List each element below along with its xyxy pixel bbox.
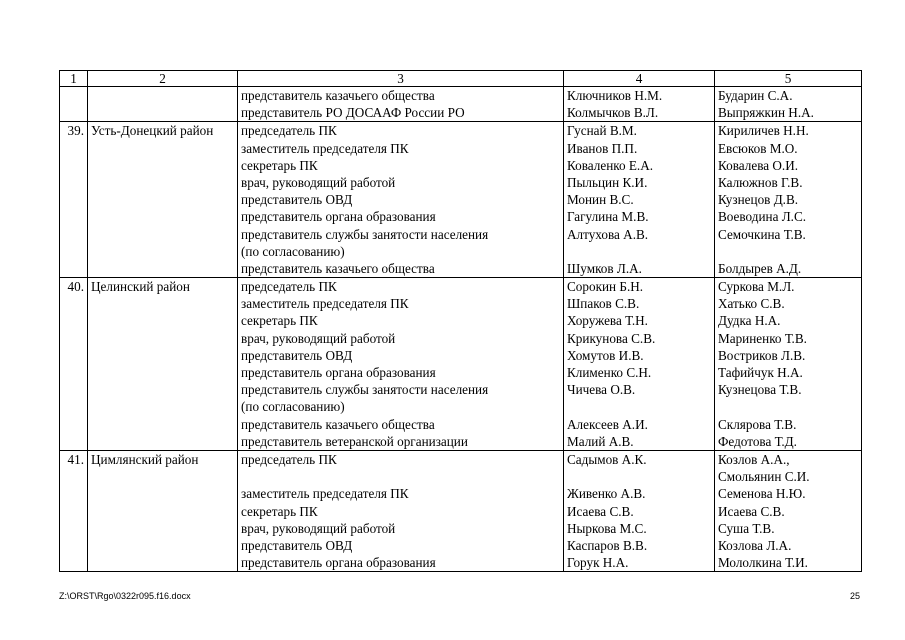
role-line: врач, руководящий работой — [241, 330, 396, 346]
member-line: Гуснай В.М. — [567, 123, 637, 139]
role-column-cell — [238, 87, 564, 122]
role-column-cell — [238, 278, 564, 451]
member-line: Иванов П.П. — [567, 140, 638, 156]
reserve-column-cell — [715, 122, 862, 278]
member-line: Алексеев А.И. — [567, 416, 648, 432]
reserve-line: Выпряжкин Н.А. — [718, 105, 814, 121]
member-line: Крикунова С.В. — [567, 330, 656, 346]
header-cell-2: 2 — [88, 71, 238, 87]
reserve-column-cell — [715, 450, 862, 571]
row-number: 40. — [60, 278, 88, 451]
role-line: представитель ОВД — [241, 537, 353, 553]
role-line: представитель казачьего общества — [241, 88, 435, 103]
role-line: председатель ПК — [241, 279, 337, 295]
member-line: Коваленко Е.А. — [567, 157, 654, 173]
district-name: Целинский район — [88, 278, 238, 451]
member-line: Горук Н.А. — [567, 555, 629, 571]
member-line — [567, 243, 711, 260]
member-column-cell — [564, 122, 715, 278]
reserve-line: Хатько С.В. — [718, 296, 785, 312]
header-cell-1: 1 — [60, 71, 88, 87]
member-line: Малий А.В. — [567, 433, 634, 449]
reserve-line: Евсюков М.О. — [718, 140, 798, 156]
role-line: председатель ПК — [241, 123, 337, 139]
reserve-column-cell — [715, 278, 862, 451]
commission-table — [59, 70, 862, 572]
member-line: Гагулина М.В. — [567, 209, 649, 225]
member-line: Монин В.С. — [567, 192, 634, 208]
reserve-line: Калюжнов Г.В. — [718, 174, 803, 190]
row-number: 41. — [60, 450, 88, 571]
member-column-cell — [564, 278, 715, 451]
reserve-line: Воеводина Л.С. — [718, 209, 807, 225]
reserve-line: Кузнецова Т.В. — [718, 382, 802, 398]
member-line: Колмычков В.Л. — [567, 105, 659, 121]
header-cell-4: 4 — [564, 71, 715, 87]
reserve-line — [718, 398, 858, 415]
reserve-line: Суркова М.Л. — [718, 279, 795, 295]
role-line: представитель казачьего общества — [241, 416, 435, 432]
role-line: представитель ОВД — [241, 192, 353, 208]
member-line: Ныркова М.С. — [567, 520, 647, 536]
role-line: заместитель председателя ПК — [241, 296, 409, 312]
row-number — [60, 87, 88, 122]
role-line: представитель ОВД — [241, 347, 353, 363]
table-row — [60, 278, 862, 451]
reserve-line: Кузнецов Д.В. — [718, 192, 799, 208]
member-line — [567, 468, 711, 485]
role-line: (по согласованию) — [241, 399, 345, 415]
member-line: Сорокин Б.Н. — [567, 279, 644, 295]
member-line: Шумков Л.А. — [567, 260, 642, 276]
table-row — [60, 122, 862, 278]
reserve-line — [718, 243, 858, 260]
role-line — [241, 468, 560, 485]
member-line: Пыльцин К.И. — [567, 174, 648, 190]
reserve-line: Мололкина Т.И. — [718, 555, 808, 571]
role-line: председатель ПК — [241, 451, 337, 467]
member-line: Клименко С.Н. — [567, 365, 652, 380]
role-line: заместитель председателя ПК — [241, 486, 409, 502]
role-line: секретарь ПК — [241, 313, 318, 329]
reserve-line: Козлова Л.А. — [718, 537, 792, 553]
header-cell-3: 3 — [238, 71, 564, 87]
district-name — [88, 87, 238, 122]
role-line: секретарь ПК — [241, 503, 318, 519]
reserve-line: Семочкина Т.В. — [718, 226, 806, 242]
member-line: Каспаров В.В. — [567, 537, 648, 553]
row-number: 39. — [60, 122, 88, 278]
reserve-line: Болдырев А.Д. — [718, 260, 802, 276]
member-column-cell — [564, 87, 715, 122]
reserve-line: Суша Т.В. — [718, 520, 775, 536]
role-line: (по согласованию) — [241, 243, 345, 259]
header-row — [60, 71, 862, 87]
footer-file-path: Z:\ORST\Rgo\0322r095.f16.docx — [59, 591, 191, 601]
role-line: врач, руководящий работой — [241, 174, 396, 190]
member-column-cell — [564, 450, 715, 571]
table-row — [60, 450, 862, 571]
member-line: Чичева О.В. — [567, 382, 636, 398]
reserve-line: Федотова Т.Д. — [718, 433, 797, 449]
member-line: Ключников Н.М. — [567, 88, 663, 103]
role-line: представитель казачьего общества — [241, 260, 435, 276]
reserve-line: Семенова Н.Ю. — [718, 486, 806, 502]
role-line: врач, руководящий работой — [241, 520, 396, 536]
member-line: Хомутов И.В. — [567, 347, 644, 363]
reserve-line: Смольянин С.И. — [718, 469, 810, 485]
reserve-line: Козлов А.А., — [718, 451, 790, 467]
role-line: представитель службы занятости населения — [241, 382, 489, 398]
district-name: Усть-Донецкий район — [88, 122, 238, 278]
reserve-line: Тафийчук Н.А. — [718, 365, 803, 380]
member-line: Садымов А.К. — [567, 451, 647, 467]
reserve-line: Дудка Н.А. — [718, 313, 781, 329]
reserve-column-cell — [715, 87, 862, 122]
footer-page-number: 25 — [849, 591, 860, 601]
role-line: представитель органа образования — [241, 209, 436, 225]
reserve-line: Кириличев Н.Н. — [718, 123, 809, 139]
reserve-line: Исаева С.В. — [718, 503, 785, 519]
role-column-cell — [238, 122, 564, 278]
header-cell-5: 5 — [715, 71, 862, 87]
role-line: представитель ветеранской организации — [241, 433, 468, 449]
reserve-line: Бударин С.А. — [718, 88, 793, 103]
reserve-line: Мариненко Т.В. — [718, 330, 807, 346]
member-line: Живенко А.В. — [567, 486, 646, 502]
member-line — [567, 398, 711, 415]
role-line: секретарь ПК — [241, 157, 318, 173]
role-line: представитель службы занятости населения — [241, 226, 489, 242]
district-name: Цимлянский район — [88, 450, 238, 571]
member-line: Исаева С.В. — [567, 503, 634, 519]
role-line: представитель органа образования — [241, 365, 436, 380]
reserve-line: Склярова Т.В. — [718, 416, 797, 432]
reserve-line: Ковалева О.И. — [718, 157, 799, 173]
role-column-cell — [238, 450, 564, 571]
role-line: представитель РО ДОСААФ России РО — [241, 105, 465, 121]
table-row — [60, 87, 862, 122]
member-line: Алтухова А.В. — [567, 226, 649, 242]
role-line: представитель органа образования — [241, 555, 436, 571]
member-line: Хоружева Т.Н. — [567, 313, 648, 329]
member-line: Шпаков С.В. — [567, 296, 640, 312]
role-line: заместитель председателя ПК — [241, 140, 409, 156]
reserve-line: Востриков Л.В. — [718, 347, 806, 363]
